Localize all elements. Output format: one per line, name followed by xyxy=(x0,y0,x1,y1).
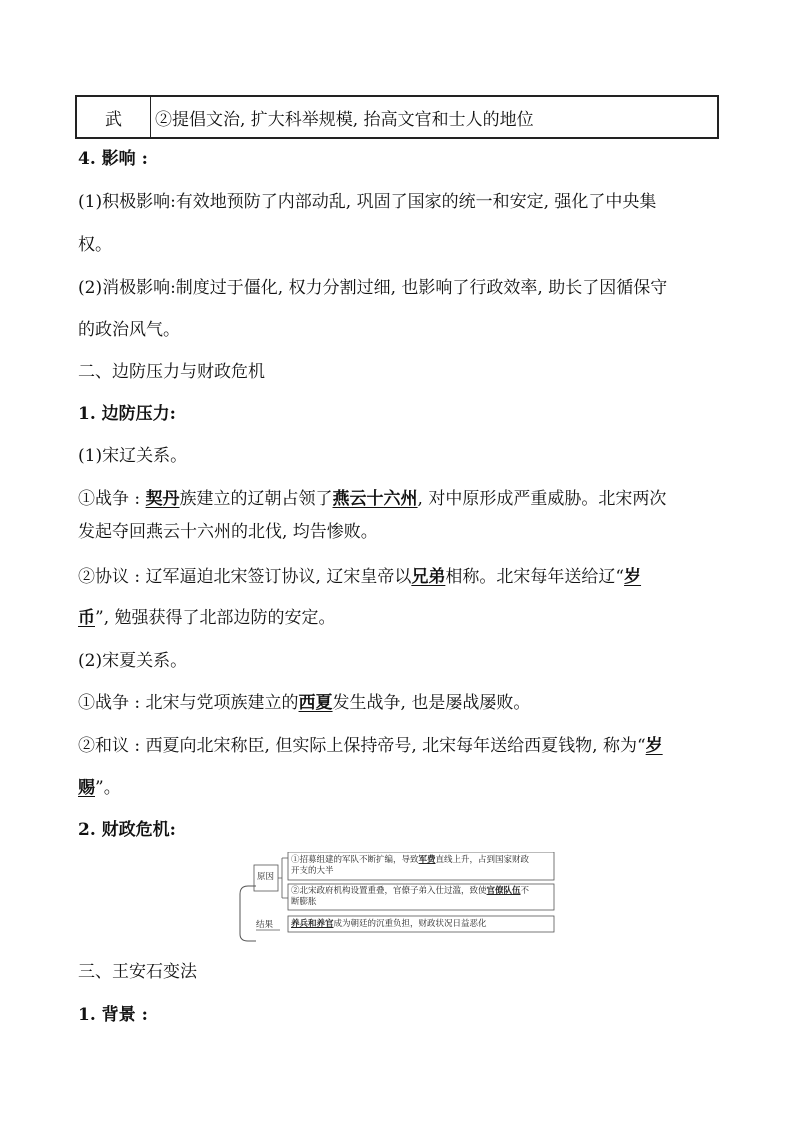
section-heading-3: 三、王安石变法 xyxy=(78,962,197,982)
heading-fiscal-crisis: 2. 财政危机: xyxy=(78,820,176,840)
heading-background: 1. 背景 : xyxy=(78,1005,148,1025)
paragraph-positive-1: (1)积极影响:有效地预防了内部动乱, 巩固了国家的统一和安定, 强化了中央集 xyxy=(78,192,657,212)
keyword-yanyun: 燕云十六州 xyxy=(332,489,418,509)
keyword-khitan: 契丹 xyxy=(145,489,180,509)
keyword-suici-1: 岁 xyxy=(645,736,663,756)
table-row xyxy=(75,95,719,139)
paragraph-peace-xia-1: ②和议 : 西夏向北宋称臣, 但实际上保持帝号, 北宋每年送给西夏钱物, 称为“岁 xyxy=(78,736,663,756)
keyword-suibi-2: 币 xyxy=(78,608,95,628)
paragraph-positive-2: 权。 xyxy=(78,235,112,255)
fiscal-crisis-diagram xyxy=(236,852,566,944)
heading-song-liao: (1)宋辽关系。 xyxy=(78,446,188,466)
diagram-cause-1: ①招募组建的军队不断扩编，导致军费直线上升，占到国家财政 开支的大半 xyxy=(291,855,530,876)
table-cell-label: 武 xyxy=(77,97,151,137)
diagram-result: 养兵和养官成为朝廷的沉重负担，财政状况日益恶化 xyxy=(291,919,487,929)
keyword-western-xia: 西夏 xyxy=(298,693,333,713)
paragraph-war-xia: ①战争 : 北宋与党项族建立的西夏发生战争, 也是屡战屡败。 xyxy=(78,693,531,713)
diagram-label-cause: 原因 xyxy=(257,872,275,882)
paragraph-treaty-liao-2: 币”, 勉强获得了北部边防的安定。 xyxy=(78,608,336,628)
keyword-brothers: 兄弟 xyxy=(411,567,446,587)
heading-influence: 4. 影响 : xyxy=(78,149,148,169)
keyword-suici-2: 赐 xyxy=(78,778,95,798)
paragraph-war-liao-2: 发起夺回燕云十六州的北伐, 均告惨败。 xyxy=(78,522,378,542)
paragraph-war-liao-1: ①战争 : 契丹族建立的辽朝占领了燕云十六州, 对中原形成严重威胁。北宋两次 xyxy=(78,489,667,509)
heading-border-pressure: 1. 边防压力: xyxy=(78,404,176,424)
paragraph-peace-xia-2: 赐”。 xyxy=(78,778,121,798)
paragraph-negative-1: (2)消极影响:制度过于僵化, 权力分割过细, 也影响了行政效率, 助长了因循保守 xyxy=(78,278,668,298)
diagram-cause-2: ②北宋政府机构设置重叠，官僚子弟入仕过滥，致使官僚队伍不 断膨胀 xyxy=(291,886,530,907)
keyword-suibi-1: 岁 xyxy=(624,567,642,587)
diagram-label-result: 结果 xyxy=(256,920,274,930)
table-cell-content: ②提倡文治, 扩大科举规模, 抬高文官和士人的地位 xyxy=(155,109,534,130)
section-heading-2: 二、边防压力与财政危机 xyxy=(78,362,265,382)
paragraph-negative-2: 的政治风气。 xyxy=(78,320,180,340)
paragraph-treaty-liao-1: ②协议 : 辽军逼迫北宋签订协议, 辽宋皇帝以兄弟相称。北宋每年送给辽“岁 xyxy=(78,567,642,587)
heading-song-xia: (2)宋夏关系。 xyxy=(78,651,188,671)
